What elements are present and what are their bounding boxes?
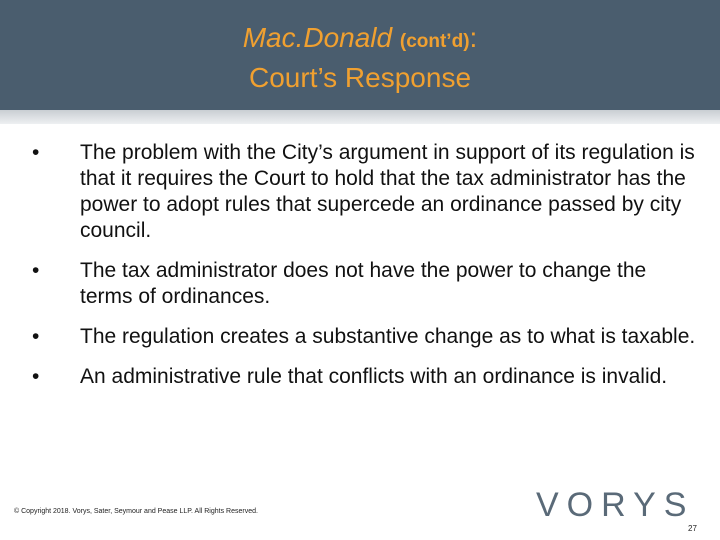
page-number: 27 xyxy=(688,524,697,533)
bullet-item xyxy=(0,324,720,350)
slide-title xyxy=(0,20,720,96)
bullet-marker: • xyxy=(32,365,40,388)
bullet-marker: • xyxy=(32,325,40,348)
bullet-item xyxy=(0,140,720,244)
title-name: Mac.Donald xyxy=(242,22,393,53)
bullet-text: An administrative rule that conflicts with an ordinance is invalid. xyxy=(80,365,668,388)
bullet-marker: • xyxy=(32,141,40,164)
bullet-item xyxy=(0,364,720,390)
copyright-text: © Copyright 2018. Vorys, Sater, Seymour and Pease LLP. All Rights Reserved. xyxy=(14,508,258,515)
bullet-item xyxy=(0,258,720,310)
header-divider xyxy=(0,110,720,124)
title-colon: : xyxy=(469,22,478,53)
bullet-text: The regulation creates a substantive change as to what is taxable. xyxy=(80,325,696,348)
bullet-marker: • xyxy=(32,259,40,282)
bullet-list xyxy=(0,140,720,404)
vorys-logo: VORYS xyxy=(536,486,695,524)
title-line-2: Court’s Response xyxy=(248,62,472,93)
title-line-1 xyxy=(0,20,720,60)
title-paren: (cont’d) xyxy=(399,31,470,52)
bullet-text: The problem with the City’s argument in support of its regulation is that it requires the Court to hold that the tax administrator has the power to adopt rules that supercede an ordinance passed by city council. xyxy=(80,141,695,242)
bullet-text: The tax administrator does not have the power to change the terms of ordinances. xyxy=(80,259,647,308)
